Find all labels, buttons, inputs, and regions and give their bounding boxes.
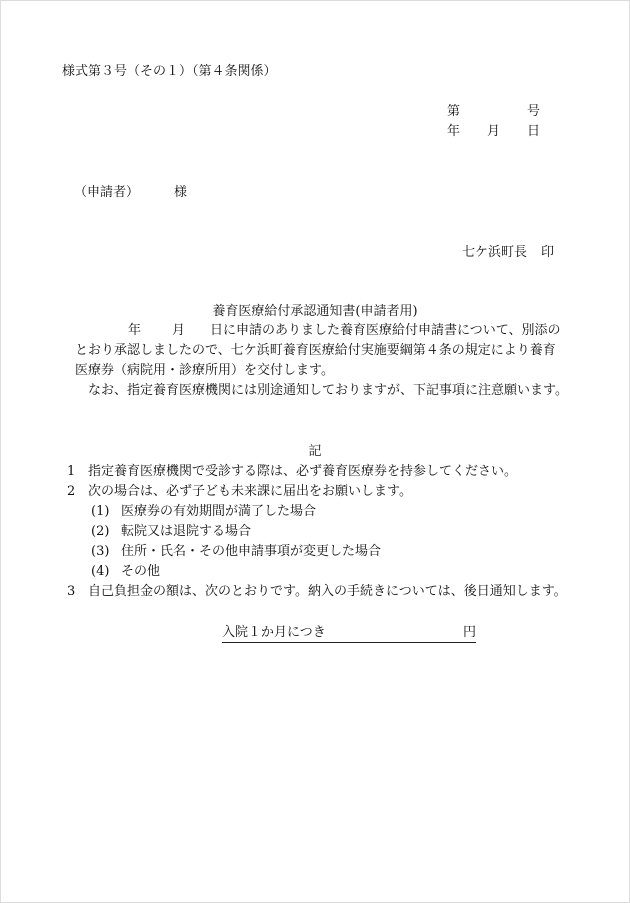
subitem-number: (3) xyxy=(91,544,110,559)
issuer-seal-mark: 印 xyxy=(541,245,555,260)
subitem-text: 転院又は退院する場合 xyxy=(121,524,252,539)
subitem-number: (4) xyxy=(91,564,110,579)
note-text: 自己負担金の額は、次のとおりです。納入の手続きについては、後日通知します。 xyxy=(88,584,567,599)
subitem-text: 住所・氏名・その他申請事項が変更した場合 xyxy=(121,544,382,559)
copayment-label: 入院１か月につき xyxy=(222,625,326,640)
subitem-text: 医療券の有効期間が満了した場合 xyxy=(121,504,317,519)
note-number: 1 xyxy=(67,464,76,479)
issue-date-day: 日 xyxy=(527,124,541,139)
notes-heading: 記 xyxy=(308,444,322,459)
issue-date-year: 年 xyxy=(447,124,461,139)
addressee-label: （申請者） xyxy=(74,185,140,200)
addressee-honorific: 様 xyxy=(174,185,188,200)
subitem-number: (1) xyxy=(91,504,110,519)
note-number: 2 xyxy=(67,484,76,499)
document-title: 養育医療給付承認通知書(申請者用) xyxy=(212,304,418,319)
body-line-2: とおり承認しましたので、七ケ浜町養育医療給付実施要綱第４条の規定により養育 xyxy=(75,343,556,358)
copayment-line xyxy=(222,623,476,643)
body-line-1: 日に申請のありました養育医療給付申請書について、別添の xyxy=(210,323,561,338)
note-text: 指定養育医療機関で受診する際は、必ず養育医療券を持参してください。 xyxy=(88,464,518,479)
issuer-name: 七ケ浜町長 xyxy=(462,245,528,260)
body-line-4: なお、指定養育医療機関には別途通知しておりますが、下記事項に注意願います。 xyxy=(88,383,568,398)
form-label: 様式第３号（その１）（第４条関係） xyxy=(62,64,277,79)
note-text: 次の場合は、必ず子ども未来課に届出をお願いします。 xyxy=(88,484,412,499)
subitem-text: その他 xyxy=(121,564,161,579)
subitem-number: (2) xyxy=(91,524,110,539)
application-date-month: 月 xyxy=(172,323,186,338)
copayment-unit: 円 xyxy=(462,625,476,640)
body-line-3: 医療券（病院用・診療所用）を交付します。 xyxy=(75,363,334,378)
application-date-year: 年 xyxy=(128,323,142,338)
note-number: 3 xyxy=(67,584,76,599)
document-number-prefix: 第 xyxy=(447,104,461,119)
document-number-suffix: 号 xyxy=(527,104,541,119)
issue-date-month: 月 xyxy=(487,124,501,139)
